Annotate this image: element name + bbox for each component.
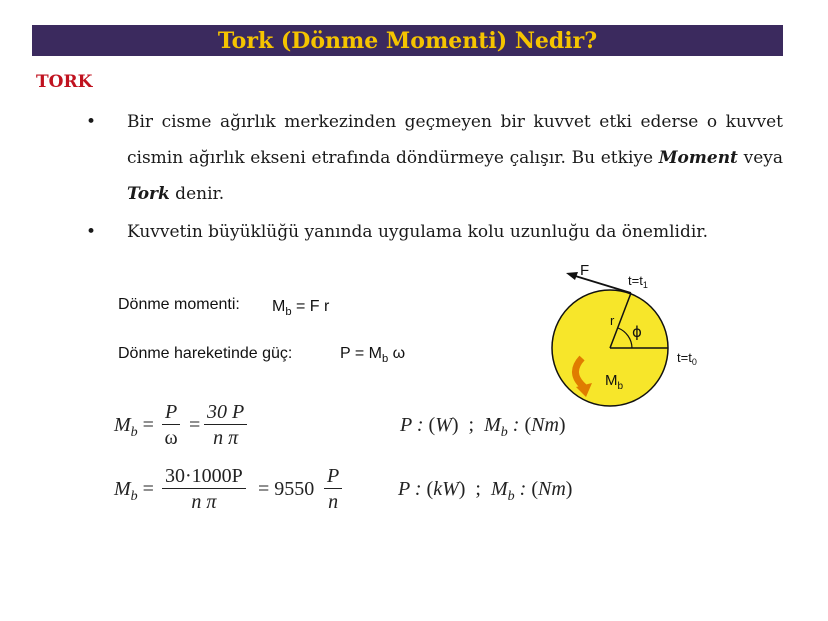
- eq1-equals: =: [189, 414, 201, 436]
- p1-bold-tork: Tork: [127, 184, 170, 204]
- eq1-f1-num: P: [162, 400, 180, 425]
- p1-text-b: veya: [737, 148, 784, 168]
- paragraph-2: [36, 214, 783, 250]
- eq2-units: P : (kW) ; $M_b$ : (Nm): [398, 478, 573, 504]
- torque-diagram: [540, 255, 730, 415]
- p1-text-a: Bir cisme ağırlık merkezinden geçmeyen bir kuvvet etki ederse o kuvvet cismin ağırlık ekseni etrafında döndürmeye çalışır. Bu etkiye: [127, 112, 783, 168]
- moment-equation: $M_b = F$ r: [272, 298, 330, 319]
- bullet: •: [86, 222, 97, 242]
- eq2-f1-num: 30·1000P: [162, 464, 246, 489]
- eq1-f2-num: 30 P: [204, 400, 247, 425]
- eq2-f1-den: n π: [191, 491, 217, 513]
- phi-label: ϕ: [632, 323, 642, 341]
- power-equation: $P = M_b$ ω: [340, 345, 406, 366]
- eq1-lhs: $M_b$ =: [114, 414, 154, 440]
- bullet: •: [86, 112, 97, 132]
- eq1-units: P : (W) ; $M_b$ : (Nm): [400, 414, 566, 440]
- eq2-f2-num: P: [324, 464, 342, 489]
- eq2-fraction-2: [324, 464, 342, 515]
- eq1-f2-den: n π: [213, 427, 239, 449]
- t0-label: $t=t_0$: [677, 350, 697, 367]
- title-bar: [32, 25, 783, 56]
- p1-text-c: denir.: [169, 184, 225, 204]
- force-label: F: [580, 262, 590, 279]
- page-title: Tork (Dönme Momenti) Nedir?: [217, 27, 598, 54]
- eq2-lhs: $M_b$ =: [114, 478, 154, 504]
- moment-label: $M_b$: [605, 372, 624, 392]
- power-label: Dönme hareketinde güç:: [118, 345, 293, 362]
- eq2-f2-den: n: [328, 491, 339, 513]
- eq1-f1-den: ω: [164, 427, 178, 449]
- t1-label: $t=t_1$: [628, 273, 648, 290]
- p1-bold-moment: Moment: [658, 148, 738, 168]
- eq2-mid: = 9550: [258, 478, 315, 500]
- paragraph-1: [36, 104, 783, 212]
- eq1-fraction-2: [204, 400, 247, 451]
- section-heading: TORK: [36, 72, 93, 92]
- moment-label: Dönme momenti:: [118, 296, 240, 313]
- r-label: r: [610, 313, 615, 328]
- force-arrowhead: [566, 272, 578, 280]
- eq2-fraction-1: [162, 464, 246, 515]
- eq1-fraction-1: [162, 400, 180, 451]
- p2-text: Kuvvetin büyüklüğü yanında uygulama kolu uzunluğu da önemlidir.: [127, 222, 708, 242]
